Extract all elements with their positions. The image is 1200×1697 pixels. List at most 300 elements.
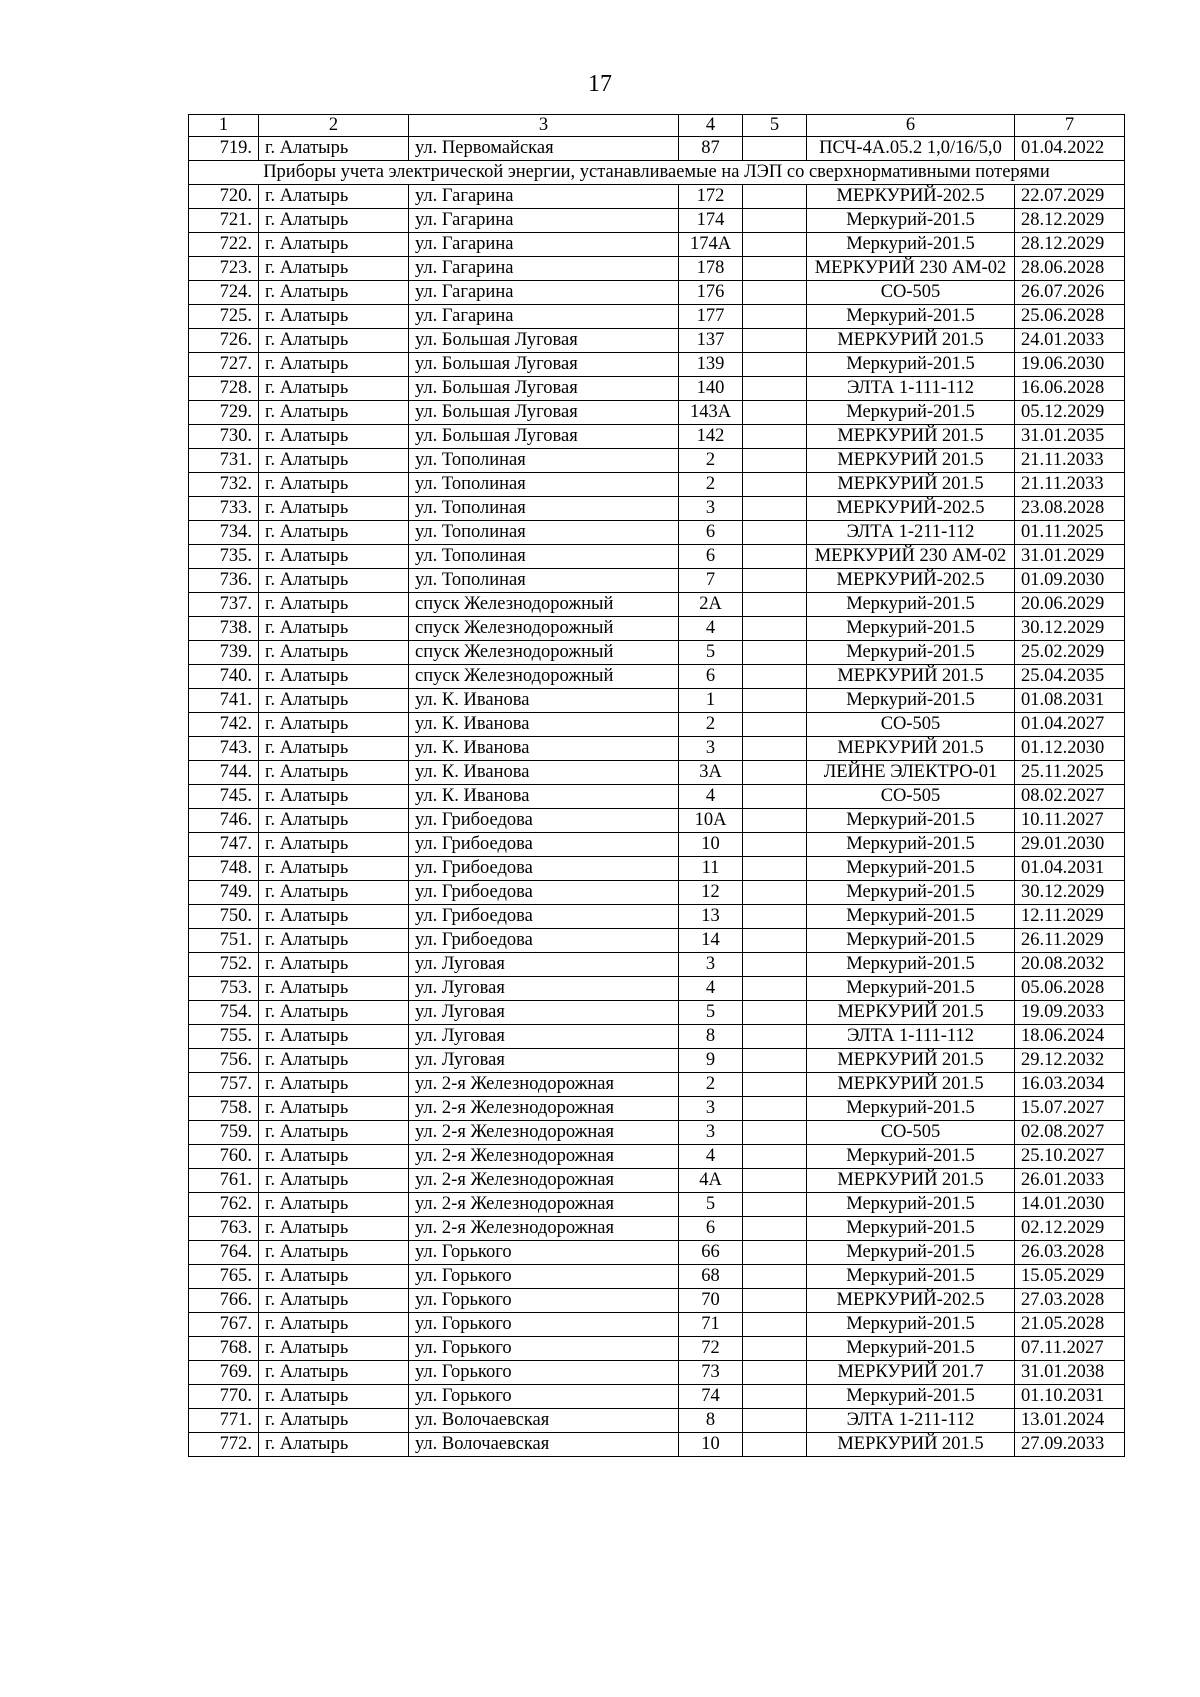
meter-cell: Меркурий-201.5 bbox=[807, 929, 1015, 953]
empty-cell bbox=[743, 905, 807, 929]
empty-cell bbox=[743, 641, 807, 665]
empty-cell bbox=[743, 401, 807, 425]
date-cell: 01.12.2030 bbox=[1015, 737, 1125, 761]
meter-cell: МЕРКУРИЙ 230 АМ-02 bbox=[807, 545, 1015, 569]
row-number: 741. bbox=[189, 689, 259, 713]
meter-cell: Меркурий-201.5 bbox=[807, 1097, 1015, 1121]
row-number: 764. bbox=[189, 1241, 259, 1265]
street-cell: ул. Грибоедова bbox=[409, 833, 679, 857]
row-number: 749. bbox=[189, 881, 259, 905]
city-cell: г. Алатырь bbox=[259, 1433, 409, 1457]
street-cell: ул. 2-я Железнодорожная bbox=[409, 1169, 679, 1193]
date-cell: 02.08.2027 bbox=[1015, 1121, 1125, 1145]
table-row bbox=[189, 473, 1125, 497]
table-row bbox=[189, 569, 1125, 593]
table-row bbox=[189, 1289, 1125, 1313]
table-row bbox=[189, 977, 1125, 1001]
empty-cell bbox=[743, 761, 807, 785]
meter-cell: Меркурий-201.5 bbox=[807, 617, 1015, 641]
empty-cell bbox=[743, 497, 807, 521]
house-cell: 12 bbox=[679, 881, 743, 905]
table-row bbox=[189, 929, 1125, 953]
house-cell: 140 bbox=[679, 377, 743, 401]
meter-cell: МЕРКУРИЙ-202.5 bbox=[807, 569, 1015, 593]
city-cell: г. Алатырь bbox=[259, 953, 409, 977]
city-cell: г. Алатырь bbox=[259, 1241, 409, 1265]
empty-cell bbox=[743, 305, 807, 329]
meter-cell: СО-505 bbox=[807, 281, 1015, 305]
date-cell: 05.06.2028 bbox=[1015, 977, 1125, 1001]
house-cell: 3 bbox=[679, 1097, 743, 1121]
table-row bbox=[189, 1433, 1125, 1457]
row-number: 758. bbox=[189, 1097, 259, 1121]
street-cell: ул. Тополиная bbox=[409, 521, 679, 545]
house-cell: 10 bbox=[679, 833, 743, 857]
date-cell: 30.12.2029 bbox=[1015, 881, 1125, 905]
table-row bbox=[189, 1121, 1125, 1145]
empty-cell bbox=[743, 1313, 807, 1337]
street-cell: ул. Тополиная bbox=[409, 545, 679, 569]
house-cell: 6 bbox=[679, 665, 743, 689]
page-number: 17 bbox=[588, 71, 612, 97]
house-cell: 14 bbox=[679, 929, 743, 953]
house-cell: 3 bbox=[679, 1121, 743, 1145]
house-cell: 4А bbox=[679, 1169, 743, 1193]
table-row bbox=[189, 1361, 1125, 1385]
empty-cell bbox=[743, 809, 807, 833]
table-row bbox=[189, 1073, 1125, 1097]
row-number: 759. bbox=[189, 1121, 259, 1145]
meter-cell: МЕРКУРИЙ-202.5 bbox=[807, 1289, 1015, 1313]
street-cell: ул. Гагарина bbox=[409, 257, 679, 281]
city-cell: г. Алатырь bbox=[259, 1049, 409, 1073]
city-cell: г. Алатырь bbox=[259, 257, 409, 281]
city-cell: г. Алатырь bbox=[259, 1265, 409, 1289]
row-number: 730. bbox=[189, 425, 259, 449]
date-cell: 20.06.2029 bbox=[1015, 593, 1125, 617]
row-number: 720. bbox=[189, 185, 259, 209]
row-number: 736. bbox=[189, 569, 259, 593]
row-number: 762. bbox=[189, 1193, 259, 1217]
house-cell: 137 bbox=[679, 329, 743, 353]
date-cell: 28.12.2029 bbox=[1015, 233, 1125, 257]
header-cell: 1 bbox=[189, 115, 259, 137]
street-cell: ул. Горького bbox=[409, 1313, 679, 1337]
empty-cell bbox=[743, 977, 807, 1001]
street-cell: ул. Тополиная bbox=[409, 473, 679, 497]
date-cell: 25.04.2035 bbox=[1015, 665, 1125, 689]
table-row bbox=[189, 737, 1125, 761]
row-number: 737. bbox=[189, 593, 259, 617]
meter-cell: СО-505 bbox=[807, 785, 1015, 809]
meter-cell: МЕРКУРИЙ 201.5 bbox=[807, 1073, 1015, 1097]
empty-cell bbox=[743, 281, 807, 305]
table-row bbox=[189, 377, 1125, 401]
house-cell: 11 bbox=[679, 857, 743, 881]
city-cell: г. Алатырь bbox=[259, 425, 409, 449]
house-cell: 174 bbox=[679, 209, 743, 233]
date-cell: 08.02.2027 bbox=[1015, 785, 1125, 809]
table-row bbox=[189, 545, 1125, 569]
empty-cell bbox=[743, 1337, 807, 1361]
house-cell: 70 bbox=[679, 1289, 743, 1313]
row-number: 745. bbox=[189, 785, 259, 809]
empty-cell bbox=[743, 1169, 807, 1193]
date-cell: 21.11.2033 bbox=[1015, 449, 1125, 473]
street-cell: спуск Железнодорожный bbox=[409, 665, 679, 689]
city-cell: г. Алатырь bbox=[259, 1073, 409, 1097]
row-number: 761. bbox=[189, 1169, 259, 1193]
meter-cell: Меркурий-201.5 bbox=[807, 641, 1015, 665]
row-number: 743. bbox=[189, 737, 259, 761]
house-cell: 2А bbox=[679, 593, 743, 617]
city-cell: г. Алатырь bbox=[259, 401, 409, 425]
row-number: 739. bbox=[189, 641, 259, 665]
row-number: 719. bbox=[189, 137, 259, 161]
section-title: Приборы учета электрической энергии, устанавливаемые на ЛЭП со сверхнормативными потерями bbox=[189, 161, 1125, 185]
city-cell: г. Алатырь bbox=[259, 977, 409, 1001]
street-cell: ул. Грибоедова bbox=[409, 809, 679, 833]
empty-cell bbox=[743, 713, 807, 737]
street-cell: ул. Грибоедова bbox=[409, 881, 679, 905]
city-cell: г. Алатырь bbox=[259, 617, 409, 641]
street-cell: ул. Луговая bbox=[409, 953, 679, 977]
date-cell: 01.11.2025 bbox=[1015, 521, 1125, 545]
table-row bbox=[189, 1049, 1125, 1073]
row-number: 721. bbox=[189, 209, 259, 233]
table-row bbox=[189, 353, 1125, 377]
city-cell: г. Алатырь bbox=[259, 233, 409, 257]
city-cell: г. Алатырь bbox=[259, 209, 409, 233]
empty-cell bbox=[743, 1193, 807, 1217]
date-cell: 01.09.2030 bbox=[1015, 569, 1125, 593]
row-number: 723. bbox=[189, 257, 259, 281]
empty-cell bbox=[743, 1145, 807, 1169]
section-row bbox=[189, 161, 1125, 185]
house-cell: 2 bbox=[679, 1073, 743, 1097]
date-cell: 30.12.2029 bbox=[1015, 617, 1125, 641]
date-cell: 15.07.2027 bbox=[1015, 1097, 1125, 1121]
street-cell: ул. 2-я Железнодорожная bbox=[409, 1217, 679, 1241]
date-cell: 01.04.2031 bbox=[1015, 857, 1125, 881]
empty-cell bbox=[743, 737, 807, 761]
header-cell: 3 bbox=[409, 115, 679, 137]
city-cell: г. Алатырь bbox=[259, 881, 409, 905]
meter-cell: МЕРКУРИЙ 201.5 bbox=[807, 425, 1015, 449]
street-cell: спуск Железнодорожный bbox=[409, 641, 679, 665]
row-number: 752. bbox=[189, 953, 259, 977]
meter-cell: Меркурий-201.5 bbox=[807, 1241, 1015, 1265]
house-cell: 178 bbox=[679, 257, 743, 281]
street-cell: ул. К. Иванова bbox=[409, 737, 679, 761]
street-cell: ул. Тополиная bbox=[409, 449, 679, 473]
house-cell: 10 bbox=[679, 1433, 743, 1457]
empty-cell bbox=[743, 857, 807, 881]
street-cell: ул. Луговая bbox=[409, 1025, 679, 1049]
date-cell: 12.11.2029 bbox=[1015, 905, 1125, 929]
row-number: 731. bbox=[189, 449, 259, 473]
empty-cell bbox=[743, 545, 807, 569]
meter-cell: ПСЧ-4А.05.2 1,0/16/5,0 bbox=[807, 137, 1015, 161]
header-cell: 5 bbox=[743, 115, 807, 137]
empty-cell bbox=[743, 257, 807, 281]
house-cell: 3 bbox=[679, 497, 743, 521]
meter-cell: СО-505 bbox=[807, 713, 1015, 737]
street-cell: ул. Гагарина bbox=[409, 281, 679, 305]
city-cell: г. Алатырь bbox=[259, 1289, 409, 1313]
city-cell: г. Алатырь bbox=[259, 1121, 409, 1145]
street-cell: ул. Гагарина bbox=[409, 185, 679, 209]
meter-cell: МЕРКУРИЙ 201.5 bbox=[807, 665, 1015, 689]
date-cell: 25.02.2029 bbox=[1015, 641, 1125, 665]
street-cell: ул. Тополиная bbox=[409, 497, 679, 521]
street-cell: ул. Большая Луговая bbox=[409, 377, 679, 401]
city-cell: г. Алатырь bbox=[259, 305, 409, 329]
row-number: 735. bbox=[189, 545, 259, 569]
empty-cell bbox=[743, 1217, 807, 1241]
meter-cell: МЕРКУРИЙ-202.5 bbox=[807, 185, 1015, 209]
house-cell: 68 bbox=[679, 1265, 743, 1289]
city-cell: г. Алатырь bbox=[259, 689, 409, 713]
date-cell: 21.11.2033 bbox=[1015, 473, 1125, 497]
row-number: 771. bbox=[189, 1409, 259, 1433]
street-cell: ул. Грибоедова bbox=[409, 905, 679, 929]
meter-cell: Меркурий-201.5 bbox=[807, 401, 1015, 425]
city-cell: г. Алатырь bbox=[259, 905, 409, 929]
date-cell: 27.09.2033 bbox=[1015, 1433, 1125, 1457]
meter-cell: СО-505 bbox=[807, 1121, 1015, 1145]
street-cell: ул. Горького bbox=[409, 1385, 679, 1409]
street-cell: ул. К. Иванова bbox=[409, 689, 679, 713]
street-cell: ул. Луговая bbox=[409, 1001, 679, 1025]
city-cell: г. Алатырь bbox=[259, 137, 409, 161]
city-cell: г. Алатырь bbox=[259, 1025, 409, 1049]
table-row bbox=[189, 425, 1125, 449]
meter-cell: ЭЛТА 1-211-112 bbox=[807, 1409, 1015, 1433]
street-cell: ул. Большая Луговая bbox=[409, 353, 679, 377]
street-cell: ул. Грибоедова bbox=[409, 857, 679, 881]
table-row bbox=[189, 209, 1125, 233]
row-number: 750. bbox=[189, 905, 259, 929]
city-cell: г. Алатырь bbox=[259, 1313, 409, 1337]
street-cell: ул. 2-я Железнодорожная bbox=[409, 1121, 679, 1145]
row-number: 766. bbox=[189, 1289, 259, 1313]
date-cell: 10.11.2027 bbox=[1015, 809, 1125, 833]
house-cell: 72 bbox=[679, 1337, 743, 1361]
row-number: 747. bbox=[189, 833, 259, 857]
street-cell: ул. Грибоедова bbox=[409, 929, 679, 953]
date-cell: 19.09.2033 bbox=[1015, 1001, 1125, 1025]
city-cell: г. Алатырь bbox=[259, 1409, 409, 1433]
street-cell: ул. Гагарина bbox=[409, 209, 679, 233]
date-cell: 14.01.2030 bbox=[1015, 1193, 1125, 1217]
table-row bbox=[189, 1001, 1125, 1025]
table-row bbox=[189, 1241, 1125, 1265]
row-number: 748. bbox=[189, 857, 259, 881]
street-cell: ул. Луговая bbox=[409, 977, 679, 1001]
city-cell: г. Алатырь bbox=[259, 1169, 409, 1193]
header-cell: 6 bbox=[807, 115, 1015, 137]
meter-cell: МЕРКУРИЙ 201.5 bbox=[807, 1169, 1015, 1193]
meter-cell: Меркурий-201.5 bbox=[807, 689, 1015, 713]
row-number: 744. bbox=[189, 761, 259, 785]
table-row bbox=[189, 689, 1125, 713]
empty-cell bbox=[743, 1049, 807, 1073]
meter-cell: Меркурий-201.5 bbox=[807, 1217, 1015, 1241]
table-row bbox=[189, 521, 1125, 545]
city-cell: г. Алатырь bbox=[259, 641, 409, 665]
table-row bbox=[189, 1145, 1125, 1169]
table-row bbox=[189, 1169, 1125, 1193]
street-cell: ул. К. Иванова bbox=[409, 713, 679, 737]
street-cell: ул. Горького bbox=[409, 1241, 679, 1265]
street-cell: ул. Гагарина bbox=[409, 305, 679, 329]
table-row bbox=[189, 905, 1125, 929]
table-body bbox=[189, 115, 1125, 1457]
meter-cell: Меркурий-201.5 bbox=[807, 905, 1015, 929]
row-number: 724. bbox=[189, 281, 259, 305]
empty-cell bbox=[743, 785, 807, 809]
row-number: 746. bbox=[189, 809, 259, 833]
street-cell: ул. 2-я Железнодорожная bbox=[409, 1073, 679, 1097]
row-number: 729. bbox=[189, 401, 259, 425]
meter-cell: Меркурий-201.5 bbox=[807, 881, 1015, 905]
house-cell: 13 bbox=[679, 905, 743, 929]
meter-cell: МЕРКУРИЙ 201.5 bbox=[807, 473, 1015, 497]
house-cell: 3 bbox=[679, 953, 743, 977]
meter-cell: Меркурий-201.5 bbox=[807, 1265, 1015, 1289]
house-cell: 66 bbox=[679, 1241, 743, 1265]
empty-cell bbox=[743, 1289, 807, 1313]
street-cell: спуск Железнодорожный bbox=[409, 593, 679, 617]
house-cell: 172 bbox=[679, 185, 743, 209]
date-cell: 25.10.2027 bbox=[1015, 1145, 1125, 1169]
house-cell: 174А bbox=[679, 233, 743, 257]
empty-cell bbox=[743, 1001, 807, 1025]
row-number: 751. bbox=[189, 929, 259, 953]
empty-cell bbox=[743, 1121, 807, 1145]
empty-cell bbox=[743, 185, 807, 209]
empty-cell bbox=[743, 881, 807, 905]
house-cell: 3А bbox=[679, 761, 743, 785]
house-cell: 176 bbox=[679, 281, 743, 305]
street-cell: ул. 2-я Железнодорожная bbox=[409, 1097, 679, 1121]
meter-cell: МЕРКУРИЙ 201.5 bbox=[807, 1049, 1015, 1073]
table-row bbox=[189, 401, 1125, 425]
meter-cell: Меркурий-201.5 bbox=[807, 857, 1015, 881]
row-number: 753. bbox=[189, 977, 259, 1001]
table-row bbox=[189, 953, 1125, 977]
house-cell: 1 bbox=[679, 689, 743, 713]
table-row bbox=[189, 1193, 1125, 1217]
house-cell: 10А bbox=[679, 809, 743, 833]
house-cell: 9 bbox=[679, 1049, 743, 1073]
street-cell: ул. Гагарина bbox=[409, 233, 679, 257]
date-cell: 28.06.2028 bbox=[1015, 257, 1125, 281]
city-cell: г. Алатырь bbox=[259, 1097, 409, 1121]
empty-cell bbox=[743, 1025, 807, 1049]
meter-cell: Меркурий-201.5 bbox=[807, 233, 1015, 257]
meter-cell: Меркурий-201.5 bbox=[807, 593, 1015, 617]
city-cell: г. Алатырь bbox=[259, 569, 409, 593]
city-cell: г. Алатырь bbox=[259, 1385, 409, 1409]
date-cell: 26.03.2028 bbox=[1015, 1241, 1125, 1265]
date-cell: 01.04.2022 bbox=[1015, 137, 1125, 161]
house-cell: 143А bbox=[679, 401, 743, 425]
house-cell: 87 bbox=[679, 137, 743, 161]
city-cell: г. Алатырь bbox=[259, 1145, 409, 1169]
meter-cell: Меркурий-201.5 bbox=[807, 809, 1015, 833]
house-cell: 2 bbox=[679, 449, 743, 473]
meter-cell: Меркурий-201.5 bbox=[807, 1145, 1015, 1169]
date-cell: 25.06.2028 bbox=[1015, 305, 1125, 329]
date-cell: 29.01.2030 bbox=[1015, 833, 1125, 857]
city-cell: г. Алатырь bbox=[259, 761, 409, 785]
city-cell: г. Алатырь bbox=[259, 1001, 409, 1025]
house-cell: 6 bbox=[679, 545, 743, 569]
table-row bbox=[189, 1265, 1125, 1289]
header-row bbox=[189, 115, 1125, 137]
house-cell: 73 bbox=[679, 1361, 743, 1385]
row-number: 734. bbox=[189, 521, 259, 545]
city-cell: г. Алатырь bbox=[259, 473, 409, 497]
street-cell: ул. Горького bbox=[409, 1289, 679, 1313]
street-cell: ул. Горького bbox=[409, 1361, 679, 1385]
row-number: 772. bbox=[189, 1433, 259, 1457]
date-cell: 31.01.2035 bbox=[1015, 425, 1125, 449]
table-row bbox=[189, 1409, 1125, 1433]
row-number: 742. bbox=[189, 713, 259, 737]
city-cell: г. Алатырь bbox=[259, 1337, 409, 1361]
date-cell: 16.06.2028 bbox=[1015, 377, 1125, 401]
empty-cell bbox=[743, 209, 807, 233]
table-row bbox=[189, 1385, 1125, 1409]
city-cell: г. Алатырь bbox=[259, 185, 409, 209]
empty-cell bbox=[743, 1361, 807, 1385]
city-cell: г. Алатырь bbox=[259, 1193, 409, 1217]
date-cell: 15.05.2029 bbox=[1015, 1265, 1125, 1289]
row-number: 738. bbox=[189, 617, 259, 641]
empty-cell bbox=[743, 689, 807, 713]
date-cell: 28.12.2029 bbox=[1015, 209, 1125, 233]
meter-cell: ЭЛТА 1-211-112 bbox=[807, 521, 1015, 545]
meter-cell: МЕРКУРИЙ 201.5 bbox=[807, 737, 1015, 761]
date-cell: 05.12.2029 bbox=[1015, 401, 1125, 425]
empty-cell bbox=[743, 425, 807, 449]
table-row bbox=[189, 809, 1125, 833]
empty-cell bbox=[743, 377, 807, 401]
house-cell: 2 bbox=[679, 473, 743, 497]
table-row bbox=[189, 665, 1125, 689]
house-cell: 6 bbox=[679, 1217, 743, 1241]
empty-cell bbox=[743, 593, 807, 617]
meter-cell: МЕРКУРИЙ 201.5 bbox=[807, 1433, 1015, 1457]
row-number: 755. bbox=[189, 1025, 259, 1049]
empty-cell bbox=[743, 521, 807, 545]
city-cell: г. Алатырь bbox=[259, 857, 409, 881]
date-cell: 26.01.2033 bbox=[1015, 1169, 1125, 1193]
city-cell: г. Алатырь bbox=[259, 1217, 409, 1241]
empty-cell bbox=[743, 665, 807, 689]
meter-cell: Меркурий-201.5 bbox=[807, 305, 1015, 329]
empty-cell bbox=[743, 1241, 807, 1265]
table-row bbox=[189, 593, 1125, 617]
city-cell: г. Алатырь bbox=[259, 737, 409, 761]
street-cell: ул. Луговая bbox=[409, 1049, 679, 1073]
meter-cell: МЕРКУРИЙ-202.5 bbox=[807, 497, 1015, 521]
date-cell: 22.07.2029 bbox=[1015, 185, 1125, 209]
city-cell: г. Алатырь bbox=[259, 833, 409, 857]
